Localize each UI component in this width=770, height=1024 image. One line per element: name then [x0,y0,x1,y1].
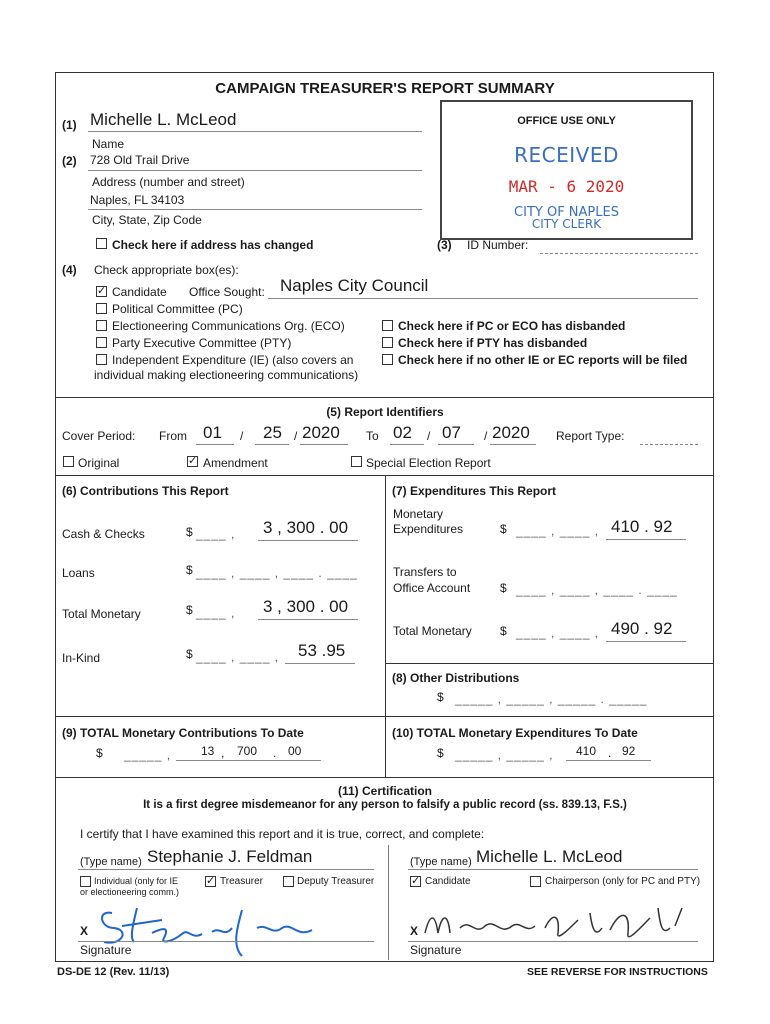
blank-comma: ____ , ____ , [516,626,600,640]
amendment-label: Amendment [203,456,268,470]
to-label: To [366,429,379,443]
city-label: City, State, Zip Code [92,213,202,227]
city-value[interactable]: Naples, FL 34103 [90,193,185,207]
no-other-reports-label: Check here if no other IE or EC reports will be filed [398,353,688,367]
blank-comma: ____ , ____ , [516,524,600,538]
original-checkbox[interactable] [63,456,74,467]
chairperson-label: Chairperson (only for PC and PTY) [545,876,701,887]
date-slash: / [427,429,431,443]
cash-checks-label: Cash & Checks [62,527,145,541]
candidate-sign-name[interactable]: Michelle L. McLeod [476,847,623,866]
office-sought-value[interactable]: Naples City Council [280,276,429,295]
total-monetary-exp-amount[interactable]: 490 . 92 [611,619,673,638]
city-stamp-line1: CITY OF NAPLES [514,205,619,220]
other-distributions-amount[interactable]: _____ , _____ , _____ . _____ [455,692,648,706]
name-label: Name [92,137,125,151]
report-type-label: Report Type: [556,429,625,443]
street-label: Address (number and street) [92,175,245,189]
from-label: From [159,429,187,443]
dollar-sign: $ [96,746,103,760]
total-monetary-contrib-amount[interactable]: 3 , 300 . 00 [263,597,349,616]
eco-label: Electioneering Communications Org. (ECO) [112,319,345,333]
ie-checkbox[interactable] [96,354,107,365]
individual-checkbox[interactable] [80,876,91,887]
pc-label: Political Committee (PC) [112,302,243,316]
certify-statement: I certify that I have examined this report and it is true, correct, and complete: [80,827,485,841]
date-slash: / [240,429,244,443]
expenditures-title: (7) Expenditures This Report [392,484,557,498]
deputy-treasurer-checkbox[interactable] [283,876,294,887]
office-use-label: OFFICE USE ONLY [517,115,616,127]
from-year[interactable]: 2020 [302,423,340,442]
date-slash: / [294,429,298,443]
in-kind-amount[interactable]: 53 .95 [298,641,346,660]
total-expenditures-to-date-title: (10) TOTAL Monetary Expenditures To Date [392,726,638,740]
address-changed-label: Check here if address has changed [112,238,314,252]
type-name-label: (Type name) [80,856,142,868]
dollar-sign: $ [500,522,507,536]
check-boxes-label: Check appropriate box(es): [94,263,239,277]
form-id: DS-DE 12 (Rev. 11/13) [57,966,170,978]
total-monetary-exp-label: Total Monetary [393,624,472,638]
pc-checkbox[interactable] [96,303,107,314]
section-2-number: (2) [62,154,77,168]
dot-separator: . [273,746,277,760]
candidate-checkbox[interactable] [96,286,107,297]
signature-label-left: Signature [80,943,132,957]
dollar-sign: $ [186,603,193,617]
eco-checkbox[interactable] [96,320,107,331]
loans-amount[interactable]: ____ , ____ , ____ . ____ [196,566,358,580]
original-label: Original [78,456,120,470]
pc-disbanded-checkbox[interactable] [382,320,393,331]
special-election-checkbox[interactable] [351,456,362,467]
misdemeanor-warning: It is a first degree misdemeanor for any person to falsify a public record (ss. 839.13, F.S.) [143,799,627,811]
total-contributions-to-date-title: (9) TOTAL Monetary Contributions To Date [62,726,304,740]
total-contrib-amount-1[interactable]: 13 [201,744,215,758]
received-date-stamp: MAR - 6 2020 [508,177,625,196]
ie-label-2: individual making electioneering communications) [94,368,359,382]
candidate-name-value[interactable]: Michelle L. McLeod [90,110,237,129]
dollar-sign: $ [500,581,507,595]
section-4-number: (4) [62,263,77,277]
amendment-checkbox[interactable] [187,456,198,467]
treasurer-label: Treasurer [220,876,263,887]
treasurer-checkbox[interactable] [205,876,216,887]
individual-label: Individual (only for IE [94,876,179,886]
blank-comma: ____ , [196,527,236,541]
report-type-field[interactable] [640,444,698,445]
pty-disbanded-label: Check here if PTY has disbanded [398,336,588,350]
dollar-sign: $ [437,690,444,704]
transfers-amount[interactable]: ____ , ____ , ____ . ____ [516,583,678,597]
chairperson-checkbox[interactable] [530,876,541,887]
cover-period-label: Cover Period: [62,429,136,443]
form-title: CAMPAIGN TREASURER'S REPORT SUMMARY [215,80,555,97]
dollar-sign: $ [500,624,507,638]
special-election-label: Special Election Report [366,456,491,470]
from-day[interactable]: 25 [263,423,282,442]
type-name-label: (Type name) [410,856,472,868]
candidate-label: Candidate [112,285,167,299]
blank-comma: _____ , [124,748,172,762]
address-changed-checkbox[interactable] [96,238,107,249]
pc-disbanded-label: Check here if PC or ECO has disbanded [398,319,626,333]
dollar-sign: $ [186,647,193,661]
street-value[interactable]: 728 Old Trail Drive [90,153,190,167]
no-other-reports-checkbox[interactable] [382,354,393,365]
monetary-expenditures-amount[interactable]: 410 . 92 [611,517,673,536]
cash-checks-amount[interactable]: 3 , 300 . 00 [263,518,349,537]
total-exp-amount-2[interactable]: 92 [622,744,636,758]
total-monetary-contrib-label: Total Monetary [62,607,141,621]
candidate-sign-label: Candidate [425,876,471,887]
transfers-label-1: Transfers to [393,565,457,579]
candidate-sign-checkbox[interactable] [410,876,421,887]
pty-disbanded-checkbox[interactable] [382,337,393,348]
signature-label-right: Signature [410,943,462,957]
monetary-label-1: Monetary [393,507,444,521]
in-kind-label: In-Kind [62,651,101,665]
dot-separator: . [608,746,612,760]
other-distributions-title: (8) Other Distributions [392,671,520,685]
treasurer-name[interactable]: Stephanie J. Feldman [147,847,313,866]
blank-comma: ____ , [196,606,236,620]
loans-label: Loans [62,566,95,580]
to-year[interactable]: 2020 [492,423,530,442]
dollar-sign: $ [186,563,193,577]
deputy-treasurer-label: Deputy Treasurer [297,876,375,887]
to-day[interactable]: 07 [442,423,461,442]
received-stamp: RECEIVED [514,143,619,167]
to-month[interactable]: 02 [393,423,412,442]
section-3-number: (3) [437,238,452,252]
monetary-label-2: Expenditures [393,522,464,536]
pty-checkbox[interactable] [96,337,107,348]
id-number-label: ID Number: [467,238,529,252]
signature-x: X [410,924,419,938]
certification-title: (11) Certification [337,784,433,798]
comma-separator: , [221,746,225,760]
dollar-sign: $ [437,746,444,760]
city-stamp-line2: CITY CLERK [531,217,602,231]
from-month[interactable]: 01 [203,423,222,442]
individual-label-2: or electioneering comm.) [80,887,180,897]
office-sought-label: Office Sought: [189,285,265,299]
total-contrib-amount-2[interactable]: 700 [237,744,258,758]
blank-comma: ____ , ____ , [196,650,280,664]
date-slash: / [484,429,488,443]
total-contrib-amount-3[interactable]: 00 [288,744,302,758]
id-number-field[interactable] [540,253,698,254]
see-reverse: SEE REVERSE FOR INSTRUCTIONS [527,966,708,978]
transfers-label-2: Office Account [393,581,471,595]
blank-comma: _____ , _____ , [455,748,554,762]
section-1-number: (1) [62,118,77,132]
signature-x: X [80,924,89,938]
contributions-title: (6) Contributions This Report [62,484,229,498]
pty-label: Party Executive Committee (PTY) [112,336,292,350]
dollar-sign: $ [186,525,193,539]
report-identifiers-title: (5) Report Identifiers [326,405,444,419]
total-exp-amount-1[interactable]: 410 [576,744,597,758]
ie-label: Independent Expenditure (IE) (also covers an [112,353,354,367]
